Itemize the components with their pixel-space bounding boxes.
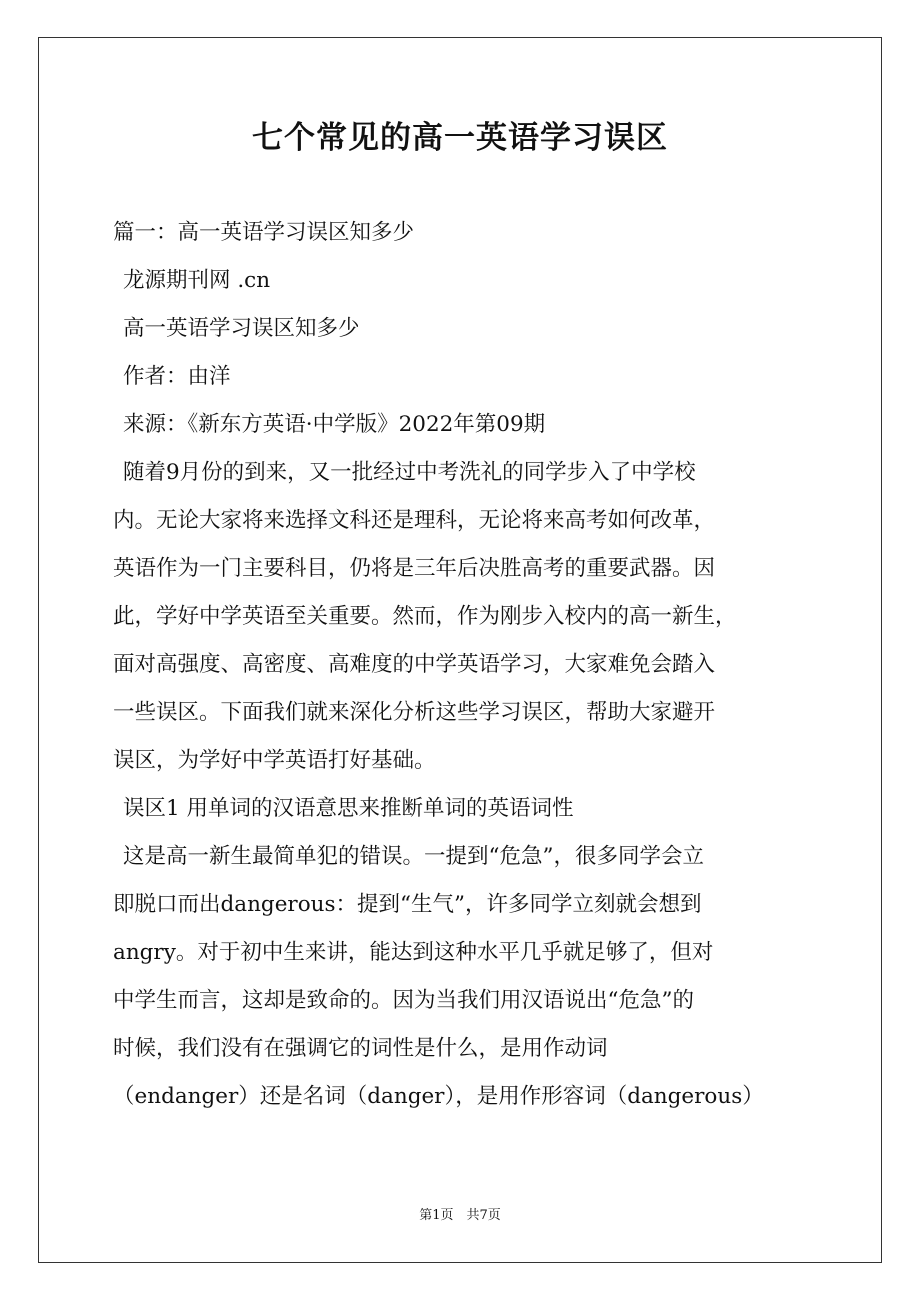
article-title: 高一英语学习误区知多少 [123,316,360,341]
body-line: 时候，我们没有在强调它的词性是什么，是用作动词 [113,1036,608,1061]
document-title: 七个常见的高一英语学习误区 [252,120,668,156]
body-line: 英语作为一门主要科目，仍将是三年后决胜高考的重要武器。因 [113,556,716,581]
page-number: 第1页 共7页 [419,1208,501,1223]
body-line: 这是高一新生最简单犯的错误。一提到“危急”，很多同学会立 [123,844,704,869]
body-line: 中学生而言，这却是致命的。因为当我们用汉语说出“危急”的 [113,988,694,1013]
body-line: 面对高强度、高密度、高难度的中学英语学习，大家难免会踏入 [113,652,716,677]
body-line: 一些误区。下面我们就来深化分析这些学习误区，帮助大家避开 [113,700,716,725]
body-line: （endanger）还是名词（danger），是用作形容词（dangerous） [113,1084,764,1109]
source-site: 龙源期刊网 .cn [123,268,271,293]
article-author: 作者：由洋 [123,364,231,389]
section-heading: 篇一：高一英语学习误区知多少 [113,220,415,245]
body-line: 内。无论大家将来选择文科还是理科，无论将来高考如何改革， [113,508,716,533]
body-line: angry。对于初中生来讲，能达到这种水平几乎就足够了，但对 [113,940,714,965]
article-source: 来源：《新东方英语·中学版》2022年第09期 [123,412,546,437]
body-line: 即脱口而出dangerous：提到“生气”，许多同学立刻就会想到 [113,892,702,917]
misconception-heading: 误区1 用单词的汉语意思来推断单词的英语词性 [123,796,574,821]
body-line: 随着9月份的到来，又一批经过中考洗礼的同学步入了中学校 [123,460,696,485]
body-line: 误区，为学好中学英语打好基础。 [113,748,436,773]
body-line: 此，学好中学英语至关重要。然而，作为刚步入校内的高一新生， [113,604,737,629]
